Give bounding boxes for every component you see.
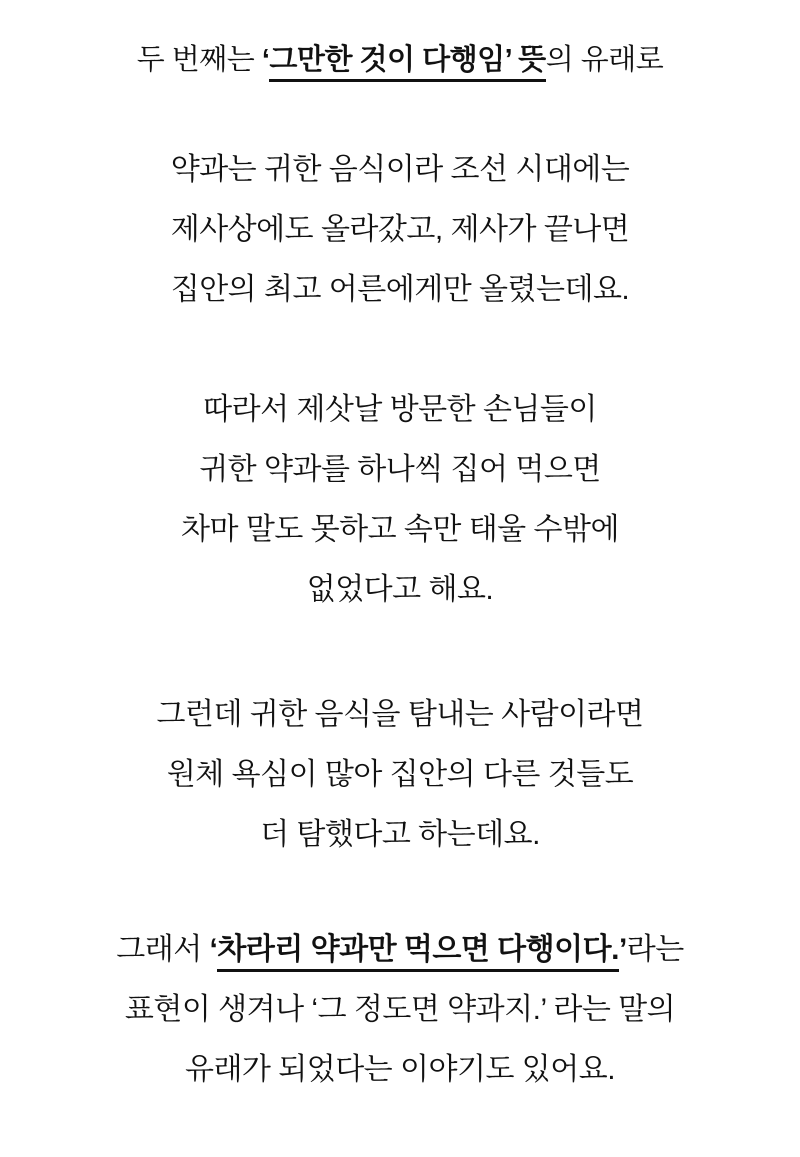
text-line: 집안의 최고 어른에게만 올렸는데요. xyxy=(170,273,630,306)
paragraph-4 xyxy=(0,920,800,1100)
text-line: 원체 욕심이 많아 집안의 다른 것들도 xyxy=(166,758,634,791)
text-line: 따라서 제삿날 방문한 손님들이 xyxy=(203,393,597,426)
line-close-quote: ’ xyxy=(618,933,627,966)
text-line: 없었다고 해요. xyxy=(306,573,494,606)
text-line: 약과는 귀한 음식이라 조선 시대에는 xyxy=(170,153,630,186)
text-line: 그런데 귀한 음식을 탐내는 사람이라면 xyxy=(156,698,644,731)
text-line: 제사상에도 올라갔고, 제사가 끝나면 xyxy=(170,213,630,246)
line-emphasized-text: 차라리 약과만 먹으면 다행이다. xyxy=(217,933,619,972)
title-prefix: 두 번째는 xyxy=(136,44,262,76)
title-open-quote: ‘ xyxy=(261,44,270,76)
title-emphasized-text: 그만한 것이 다행임’ 뜻 xyxy=(269,44,545,82)
text-line: 표현이 생겨나 ‘그 정도면 약과지.’ 라는 말의 xyxy=(124,993,676,1026)
text-line: 더 탐했다고 하는데요. xyxy=(260,818,540,851)
paragraph-3 xyxy=(0,685,800,865)
page-title xyxy=(0,30,800,90)
line-prefix: 그래서 xyxy=(116,933,210,966)
line-suffix: 라는 xyxy=(626,933,684,966)
title-suffix: 의 유래로 xyxy=(545,44,664,76)
paragraph-2 xyxy=(0,380,800,620)
text-line: 차마 말도 못하고 속만 태울 수밖에 xyxy=(181,513,619,546)
text-line-emphasized xyxy=(0,920,800,980)
line-open-quote: ‘ xyxy=(209,933,218,966)
paragraph-1 xyxy=(0,140,800,320)
text-line: 귀한 약과를 하나씩 집어 먹으면 xyxy=(199,453,601,486)
text-line: 유래가 되었다는 이야기도 있어요. xyxy=(184,1053,616,1086)
